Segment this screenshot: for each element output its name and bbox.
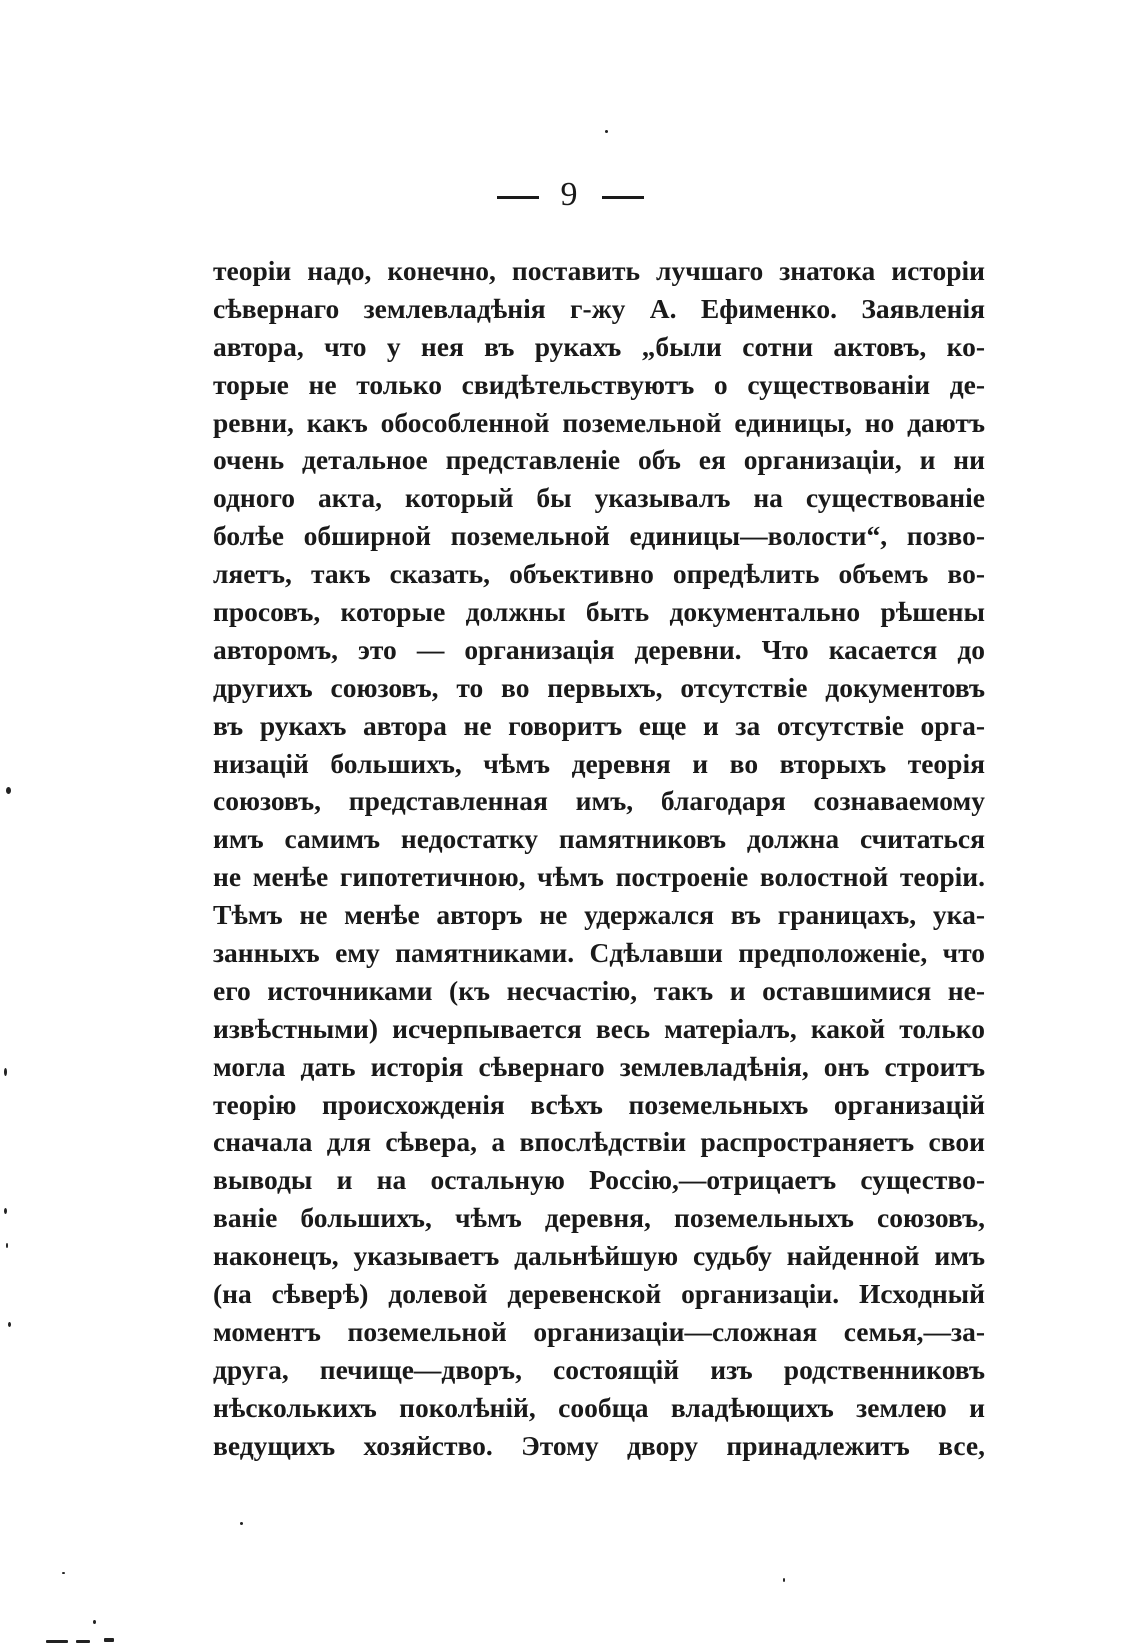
text-line: друга, печище—дворъ, состоящій изъ родственниковъ	[213, 1353, 985, 1385]
text-line: просовъ, которые должны быть документально рѣшены	[213, 596, 985, 628]
text-line: другихъ союзовъ, то во первыхъ, отсутствіе документовъ	[213, 671, 985, 703]
page-number-right-dash	[602, 196, 644, 199]
scan-speck	[783, 1578, 785, 1582]
text-line: ваніе большихъ, чѣмъ деревня, поземельныхъ союзовъ,	[213, 1202, 985, 1234]
text-line: Тѣмъ не менѣе авторъ не удержался въ границахъ, ука-	[213, 899, 985, 931]
text-line: ляетъ, такъ сказать, объективно опредѣлить объемъ во-	[213, 558, 985, 590]
text-line: очень детальное представленіе объ ея организаціи, и ни	[213, 444, 985, 476]
text-line: теоріи надо, конечно, поставить лучшаго знатока исторіи	[213, 255, 985, 286]
page-number-value: 9	[560, 176, 580, 213]
text-line: извѣстными) исчерпывается весь матеріалъ, какой только	[213, 1012, 985, 1044]
scan-speck	[6, 1243, 8, 1248]
text-line: имъ самимъ недостатку памятниковъ должна считаться	[213, 823, 985, 855]
text-line: наконецъ, указываетъ дальнѣйшую судьбу найденной имъ	[213, 1240, 985, 1272]
page-number	[0, 176, 1140, 214]
text-line: его источниками (къ несчастію, такъ и оставшимися не-	[213, 974, 985, 1006]
text-line: нѣсколькихъ поколѣній, сообща владѣющихъ землею и	[213, 1391, 985, 1423]
body-text	[213, 252, 985, 1465]
scan-speck	[605, 130, 608, 133]
scan-speck	[240, 1522, 243, 1525]
scan-speck	[76, 1640, 90, 1643]
text-line: автора, что у нея въ рукахъ „были сотни актовъ, ко-	[213, 330, 985, 362]
text-line: занныхъ ему памятниками. Сдѣлавши предположеніе, что	[213, 937, 985, 969]
text-line: сначала для сѣвера, а впослѣдствіи распространяетъ свои	[213, 1126, 985, 1158]
text-line: низацій большихъ, чѣмъ деревня и во вторыхъ теорія	[213, 747, 985, 779]
page-number-left-dash	[497, 196, 539, 199]
text-line: одного акта, который бы указывалъ на существованіе	[213, 482, 985, 514]
text-line: сѣвернаго землевладѣнія г-жу А. Ефименко. Заявленія	[213, 292, 985, 324]
text-line: выводы и на остальную Россію,—отрицаетъ существо-	[213, 1164, 985, 1196]
text-line: могла дать исторія сѣвернаго землевладѣнія, онъ строитъ	[213, 1050, 985, 1082]
text-line: теорію происхожденія всѣхъ поземельныхъ организацій	[213, 1088, 985, 1120]
text-line: ведущихъ хозяйство. Этому двору принадлежитъ все,	[213, 1429, 985, 1461]
text-line: торые не только свидѣтельствуютъ о существованіи де-	[213, 368, 985, 400]
scan-speck	[93, 1620, 96, 1624]
scan-speck	[4, 1068, 7, 1076]
text-line: союзовъ, представленная имъ, благодаря сознаваемому	[213, 785, 985, 817]
text-line: въ рукахъ автора не говоритъ еще и за отсутствіе орга-	[213, 709, 985, 741]
text-line: моментъ поземельной организаціи—сложная семья,—за-	[213, 1315, 985, 1347]
scan-speck	[62, 1572, 65, 1574]
text-line: ревни, какъ обособленной поземельной единицы, но даютъ	[213, 406, 985, 438]
text-line: (на сѣверѣ) долевой деревенской организаціи. Исходный	[213, 1278, 985, 1310]
scan-speck	[8, 1322, 11, 1327]
scan-speck	[6, 787, 11, 794]
text-line: авторомъ, это — организація деревни. Что касается до	[213, 633, 985, 665]
text-line: болѣе обширной поземельной единицы—волости“, позво-	[213, 520, 985, 552]
scan-speck	[104, 1638, 114, 1642]
scan-speck	[46, 1640, 68, 1643]
text-line: не менѣе гипотетичною, чѣмъ построеніе волостной теоріи.	[213, 861, 985, 893]
scan-speck	[4, 1208, 7, 1214]
